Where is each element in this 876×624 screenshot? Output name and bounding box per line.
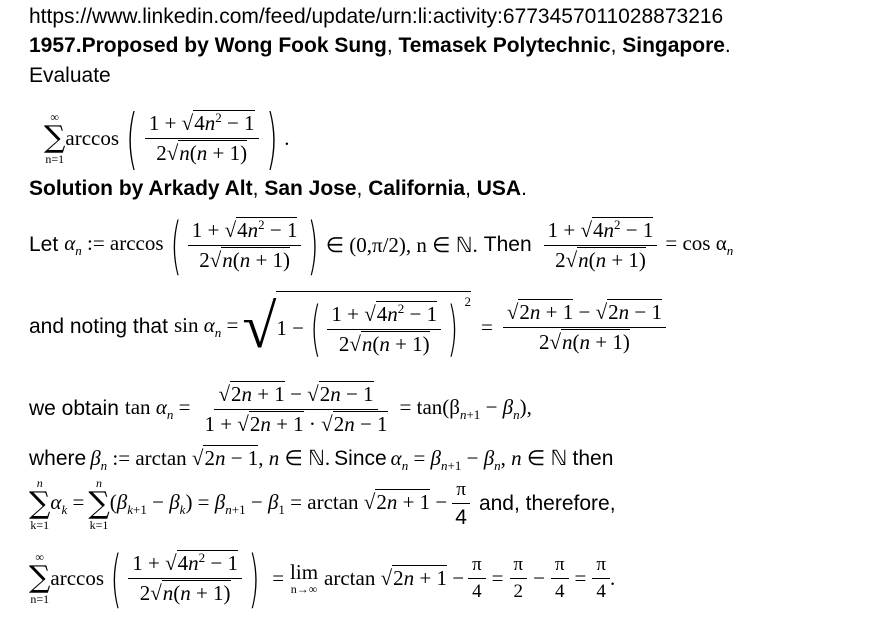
left-paren: ( [170, 208, 182, 282]
country: Singapore [622, 34, 725, 57]
separator: , [386, 34, 399, 57]
arccos-text: arccos [65, 125, 120, 150]
separator: , [465, 177, 477, 200]
separator: , [356, 177, 369, 200]
problem-number: 1957. [29, 34, 82, 57]
since-label: Since [334, 447, 387, 470]
problem-expression: ∞ ∑ n=1 arccos ( $\frac{1 + √4n^2 - 1}{2√n(n + 1)}$ ) . [44, 99, 290, 177]
evaluate-label: Evaluate [29, 64, 111, 87]
therefore-label: and, therefore, [478, 492, 616, 515]
then-label: Then [483, 233, 532, 256]
solution-author: Solution by Arkady Alt [29, 177, 253, 200]
right-paren: ) [308, 208, 320, 282]
sum-alpha-line: n ∑ k=1 $\alpha_k$ = n ∑ k=1 $(\beta_{k+1} - \beta_k) = \beta_{n+1} - \beta_1 = \arctan √2n + 1$ − $\frac{\pi}{4}$ and, therefore, [29, 476, 616, 532]
institution: Temasek Polytechnic [398, 34, 611, 57]
solution-country: USA [476, 177, 522, 200]
let-line: Let $\alpha_n$ := arccos ( $\frac{1 + √4n^2 - 1}{2√n(n + 1)}$ ) ∈ (0,π/2), n ∈ ℕ. Then $\frac{1 + √4n^2 - 1}{2√n(n + 1)}$ = $\cos \alpha_n$ [29, 208, 734, 282]
let-label: Let [29, 233, 59, 256]
fraction: $\frac{1 + √4n^2 - 1}{2√n(n + 1)}$ [145, 110, 259, 166]
separator: . [724, 34, 731, 57]
problem-header [29, 34, 731, 58]
where-label: where [29, 447, 87, 470]
state: California [368, 177, 466, 200]
interval-text: ∈ (0,π/2), n ∈ ℕ. [325, 232, 478, 257]
separator: , [252, 177, 265, 200]
proposer: Proposed by Wong Fook Sung [81, 34, 387, 57]
then-label: then [572, 447, 614, 470]
right-paren: ) [265, 99, 278, 177]
where-line: where $\beta_n$ := arctan √2n − 1, n ∈ ℕ. Since $\alpha_n = \beta_{n+1} - \beta_n$, n ∈ ℕ then [29, 446, 614, 474]
obtain-label: we obtain [29, 397, 119, 420]
obtain-line: we obtain $\tan \alpha_n$ = $\frac{√2n + 1 - √2n - 1}{1 + √2n + 1 \cdot √2n - 1}$ = $\tan(\beta_{n+1} - \beta_n)$, [29, 381, 532, 436]
sum-symbol: ∞ ∑ n=1 [44, 110, 66, 166]
source-url: https://www.linkedin.com/feed/update/urn:li:activity:6773457011028873216 [29, 5, 724, 28]
sqrt-sign: √ [242, 292, 277, 361]
final-line: ∞ ∑ n=1 arccos ( $\frac{1 + √4n^2 - 1}{2√n(n + 1)}$ ) = lim n→∞ arctan √2n + 1 − $\frac{\pi}{4}$ = $\frac{\pi}{2}$ − $\frac{\pi}{4}$ = $\frac{\pi}{4}$ . [29, 541, 616, 615]
noting-line: and noting that $\sin \alpha_n$ = √ 1 − ( $\frac{1 + √4n^2 - 1}{2√n(n + 1)}$ ) $^2$ = $\frac{√2n + 1 - √2n - 1}{2√n(n + 1)}$ [29, 288, 666, 366]
solution-header [29, 177, 527, 201]
separator: , [610, 34, 623, 57]
left-paren: ( [126, 99, 138, 177]
separator: . [521, 177, 527, 200]
city: San Jose [264, 177, 357, 200]
noting-label: and noting that [29, 315, 168, 338]
